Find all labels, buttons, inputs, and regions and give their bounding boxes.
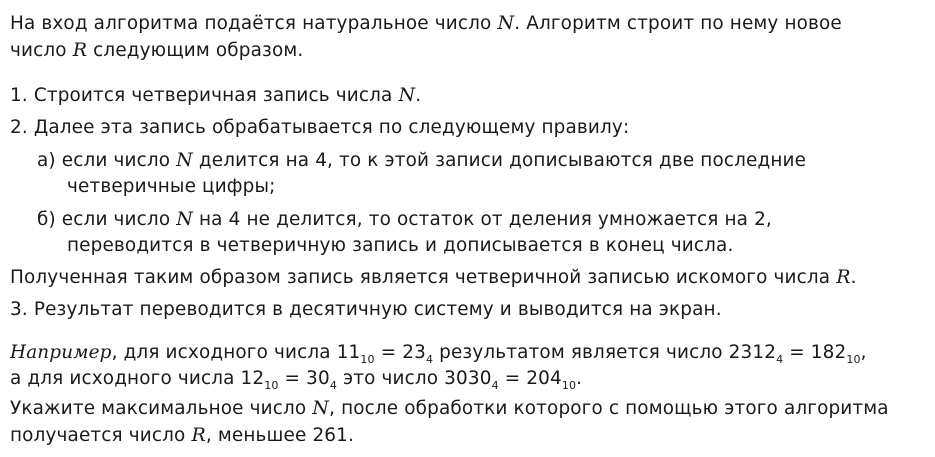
step-3-text: 3. Результат переводится в десятичную систему и выводится на экран. [10, 299, 722, 320]
step-1 [10, 83, 421, 108]
base-subscript: 4 [425, 353, 434, 366]
base-subscript: 10 [360, 353, 375, 366]
example-text: а для исходного числа 12 [10, 368, 265, 389]
example-text: = 23 [374, 342, 426, 363]
question-line-2 [10, 423, 354, 448]
question-line-1 [10, 396, 889, 421]
example-text: = 182 [783, 342, 847, 363]
rule-b-line-1 [37, 207, 772, 232]
intro-line-2 [10, 38, 303, 63]
example-text: , для исходного числа 11 [111, 342, 361, 363]
variable-r: R [72, 39, 88, 61]
rule-b-text-a: б) если число [37, 209, 177, 230]
rule-a-text-a: а) если число [37, 150, 177, 171]
rule-a-line-1 [37, 148, 806, 173]
question-text: , меньшее 261. [205, 425, 354, 446]
base-subscript: 4 [329, 379, 337, 392]
variable-r: R [836, 266, 851, 288]
step-2-text: 2. Далее эта запись обрабатывается по следующему правилу: [10, 117, 630, 138]
example-line-2 [10, 367, 582, 391]
example-text: , [860, 342, 867, 363]
question-text: Укажите максимальное число [10, 398, 313, 419]
step-1-end: . [415, 85, 422, 106]
rule-b-line-2 [67, 234, 733, 258]
question-text: , после обработки которого с помощью этого алгоритма [329, 398, 889, 419]
intro-text-a: На вход алгоритма подаётся натуральное число [10, 13, 498, 34]
rule-b-text-c: переводится в четверичную запись и дописывается в конец числа. [67, 235, 734, 256]
example-text: = 204 [498, 368, 562, 389]
rule-a-text-b: делится на 4, то к этой записи дописываются две последние [192, 150, 807, 171]
example-text: = 30 [278, 368, 330, 389]
step-1-text: 1. Строится четверичная запись числа [10, 85, 399, 106]
intro-line-1 [10, 11, 912, 36]
rule-a-text-c: четверичные цифры; [67, 176, 276, 197]
variable-n: N [497, 12, 515, 34]
result-note [10, 265, 857, 290]
step-2 [10, 116, 629, 140]
rule-a-line-2 [67, 175, 276, 199]
rule-b-text-b: на 4 не делится, то остаток от деления умножается на 2, [193, 209, 772, 230]
example-line-1 [10, 341, 867, 365]
example-text: результатом является число 2312 [433, 342, 777, 363]
base-subscript: 10 [846, 353, 861, 366]
base-subscript: 4 [776, 353, 784, 366]
variable-r: R [191, 424, 206, 446]
base-subscript: 4 [491, 379, 499, 392]
question-text: получается число [10, 425, 192, 446]
example-text: . [576, 368, 583, 389]
base-subscript: 10 [264, 379, 279, 392]
result-note-text: Полученная таким образом запись является четверичной записью искомого числа [10, 267, 837, 288]
result-note-end: . [850, 267, 857, 288]
example-label: Например [10, 342, 112, 363]
intro-text-d: следующим образом. [87, 40, 304, 61]
variable-n: N [312, 397, 330, 419]
variable-n: N [176, 149, 193, 171]
variable-n: N [398, 84, 416, 106]
example-text: это число 3030 [336, 368, 492, 389]
intro-text-c: число [10, 40, 73, 61]
base-subscript: 10 [561, 379, 577, 392]
intro-text-b: . Алгоритм строит по нему новое [514, 13, 842, 34]
variable-n: N [176, 208, 194, 230]
step-3 [10, 298, 722, 322]
